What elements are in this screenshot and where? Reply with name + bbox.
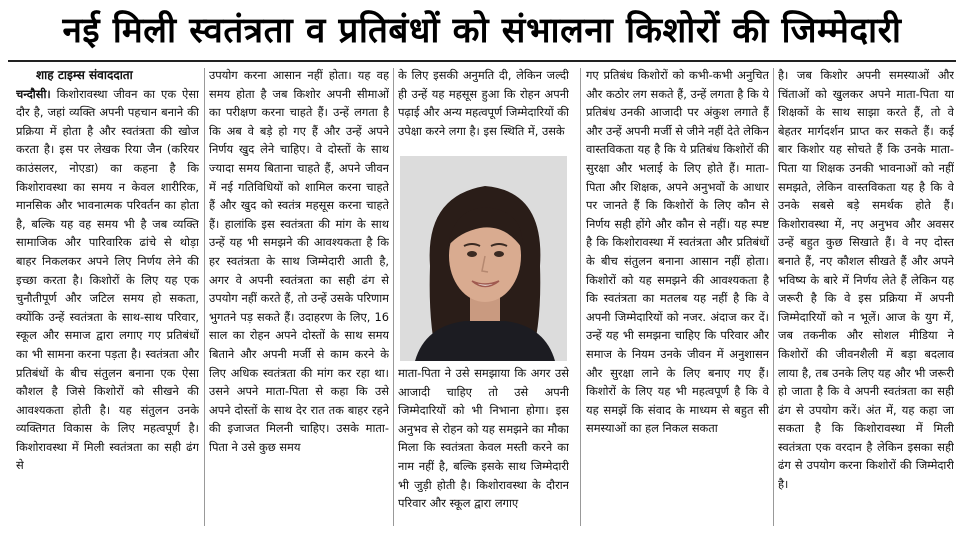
column-divider xyxy=(204,68,205,526)
column-divider xyxy=(773,68,774,526)
headline-rule xyxy=(8,60,956,62)
column-1-paragraph xyxy=(16,85,199,475)
column-divider xyxy=(580,68,581,526)
column-2-text: उपयोग करना आसान नहीं होता। यह वह समय होता है जब किशोर अपनी सीमाओं का परीक्षण करना चाहते हैं। उन्हें लगता है कि अब वे बड़े हो गए हैं और उन्हें अपने निर्णय खुद लेने चाहिए। वे दोस्तों के साथ ज्यादा समय बिताना चाहते हैं, अपने जीवन में नई गतिविधियों को शामिल करना चाहते हैं और खुद को स्वतंत्र महसूस करना चाहते हैं। हालांकि इस स्वतंत्रता की मांग के साथ उन्हें यह भी समझने की आवश्यकता है कि हर स्वतंत्रता के साथ जिम्मेदारी आती है, अगर वे अपनी स्वतंत्रता का सही ढंग से उपयोग नहीं करते हैं, तो उन्हें उसके परिणाम भुगतने पड़ सकते हैं। उदाहरण के लिए, 16 साल का रोहन अपने दोस्तों के साथ समय बिताने और अपनी मर्जी से काम करने के लिए अधिक स्वतंत्रता की मांग कर रहा था। उसने अपने माता-पिता से कहा कि उसे अपने दोस्तों के साथ देर रात तक बाहर रहने की इजाजत मिलनी चाहिए। उसके माता-पिता ने उसे कुछ समय xyxy=(209,68,389,454)
column-1 xyxy=(16,66,199,528)
portrait-photo xyxy=(400,156,567,361)
column-5 xyxy=(778,66,954,528)
portrait-photo-icon xyxy=(400,156,567,361)
byline: शाह टाइम्स संवाददाता xyxy=(36,68,133,82)
column-4 xyxy=(586,66,769,528)
column-2 xyxy=(209,66,389,528)
column-3-top-text: के लिए इसकी अनुमति दी, लेकिन जल्दी ही उन्हें यह महसूस हुआ कि रोहन अपनी पढ़ाई और अन्य महत्वपूर्ण जिम्मेदारियों की उपेक्षा करने लगा है। इस स्थिति में, उसके xyxy=(398,68,569,138)
column-3-bottom-text: माता-पिता ने उसे समझाया कि अगर उसे आजादी चाहिए तो उसे अपनी जिम्मेदारियों को भी निभाना होगा। इस अनुभव से रोहन को यह समझने का मौका मिला कि स्वतंत्रता केवल मस्ती करने का नाम नहीं है, बल्कि इसके साथ जिम्मेदारी भी जुड़ी होती है। किशोरावस्था के दौरान परिवार और स्कूल द्वारा लगाए xyxy=(398,366,569,511)
column-1-text: किशोरावस्था जीवन का एक ऐसा दौर है, जहां व्यक्ति अपनी पहचान बनाने की प्रक्रिया में होता है और स्वतंत्रता की खोज करता है। इस पर लेखक रिया जैन (करियर काउंसलर, नोएडा) का कहना है कि किशोरावस्था का समय न केवल शारीरिक, मानसिक और भावनात्मक परिवर्तन का होता है, बल्कि यह वह समय भी है जब व्यक्ति सामाजिक और पारिवारिक ढांचे से थोड़ा बाहर निकलकर अपने लिए निर्णय लेने की इच्छा करता है। किशोरों के लिए यह एक चुनौतीपूर्ण और जटिल समय हो सकता, क्योंकि उन्हें स्वतंत्रता के साथ-साथ परिवार, स्कूल और समाज द्वारा लगाए गए प्रतिबंधों का भी सामना करना पड़ता है। स्वतंत्रता और प्रतिबंधों के बीच संतुलन बनाना एक ऐसा कौशल है जिसे किशोरों को सीखने की आवश्यकता होती है। यह संतुलन उनके व्यक्तिगत विकास के लिए महत्वपूर्ण है। किशोरावस्था में मिली स्वतंत्रता का सही ढंग से xyxy=(16,86,199,473)
column-4-text: गए प्रतिबंध किशोरों को कभी-कभी अनुचित और कठोर लग सकते हैं, उन्हें लगता है कि ये प्रतिबंध उनकी आजादी पर अंकुश लगाते हैं और उन्हें अपनी मर्जी से जीने नहीं देते लेकिन वास्तविकता यह है कि ये प्रतिबंध किशोरों की सुरक्षा और भलाई के लिए होते हैं। माता-पिता और शिक्षक, अपने अनुभवों के आधार पर जानते हैं कि किशोरों के लिए कौन से निर्णय सही होंगे और कौन से नहीं। यह स्पष्ट है कि किशोरावस्था में स्वतंत्रता और प्रतिबंधों के बीच संतुलन बनाना आसान नहीं होता। किशोरों को यह समझने की आवश्यकता है कि स्वतंत्रता का मतलब यह नहीं है कि वे अपनी जिम्मेदारियों को नजर. अंदाज कर दें। उन्हें यह भी समझना चाहिए कि परिवार और समाज के नियम उनके जीवन में अनुशासन और सुरक्षा लाने के लिए बनाए गए हैं। किशोरों के लिए यह भी महत्वपूर्ण है कि वे यह समझें कि संवाद के माध्यम से बहुत सी समस्याओं का हल निकल सकता xyxy=(586,68,769,436)
headline: नई मिली स्वतंत्रता व प्रतिबंधों को संभालना किशोरों की जिम्मेदारी xyxy=(62,10,902,51)
column-5-text: है। जब किशोर अपनी समस्याओं और चिंताओं को खुलकर अपने माता-पिता या शिक्षकों के साथ साझा करते हैं, तो वे बेहतर मार्गदर्शन प्राप्त कर सकते हैं। कई बार किशोर यह सोचते हैं कि उनके माता-पिता या शिक्षक उनकी भावनाओं को नहीं समझते, लेकिन वास्तविकता यह है कि वे उनके सबसे बड़े समर्थक होते हैं। किशोरावस्था में, नए अनुभव और अवसर उन्हें बहुत कुछ सिखाते हैं। वे नए दोस्त बनाते हैं, नए कौशल सीखते हैं और अपने भविष्य के बारे में निर्णय लेते हैं लेकिन यह जरूरी है कि वे इस प्रक्रिया में अपनी जिम्मेदारियों को न भूलें। आज के युग में, जब तकनीक और सोशल मीडिया ने किशोरों की जीवनशैली में बड़ा बदलाव लाया है, तब उनके लिए यह और भी जरूरी हो जाता है कि वे अपनी स्वतंत्रता का सही ढंग से उपयोग करें। अंत में, यह कहा जा सकता है कि किशोरावस्था में मिली स्वतंत्रता एक वरदान है लेकिन इसका सही ढंग से उपयोग करना किशोरों की जिम्मेदारी है। xyxy=(778,68,954,492)
column-divider xyxy=(393,68,394,526)
dateline: चन्दौसी। xyxy=(16,86,51,101)
